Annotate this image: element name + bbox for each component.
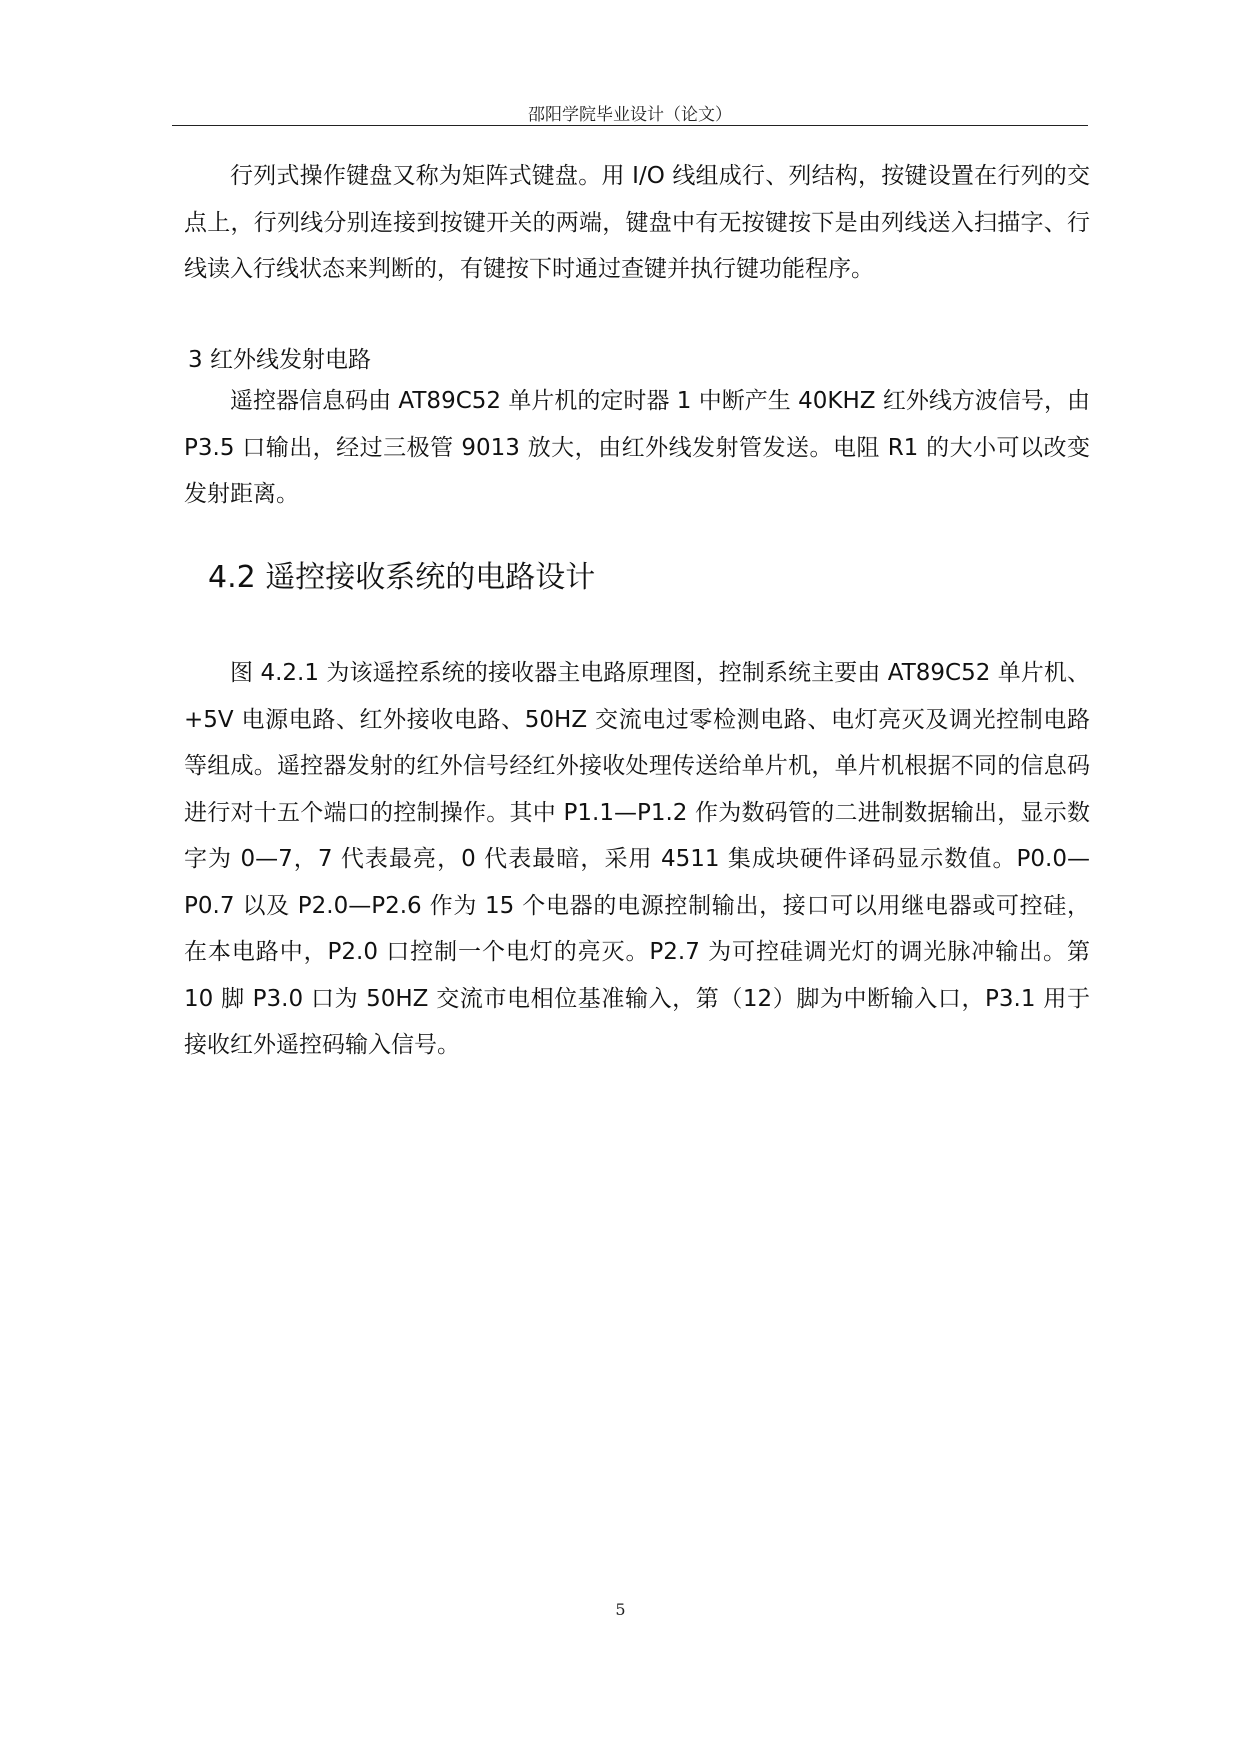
running-header: 邵阳学院毕业设计（论文） — [528, 105, 732, 125]
header-rule — [172, 125, 1088, 126]
keyboard-paragraph: 行列式操作键盘又称为矩阵式键盘。用 I/O 线组成行、列结构，按键设置在行列的交点上，行列线分别连接到按键开关的两端，键盘中有无按键按下是由列线送入扫描字、行线读入行线状态来判断的，有键按下时通过查键并执行键功能程序。 — [184, 163, 1090, 282]
page-number: 5 — [615, 1600, 626, 1619]
ir-transmitter-paragraph: 遥控器信息码由 AT89C52 单片机的定时器 1 中断产生 40KHZ 红外线方波信号，由 P3.5 口输出，经过三极管 9013 放大，由红外线发射管发送。电阻 R1 的大小可以改变发射距离。 — [184, 388, 1090, 507]
ir-transmitter-heading: 3 红外线发射电路 — [188, 347, 371, 373]
receiver-paragraph: 图 4.2.1 为该遥控系统的接收器主电路原理图，控制系统主要由 AT89C52 单片机、+5V 电源电路、红外接收电路、50HZ 交流电过零检测电路、电灯亮灭及调光控制电路等组成。遥控器发射的红外信号经红外接收处理传送给单片机，单片机根据不同的信息码进行对十五个端口的控制操作。其中 P1.1—P1.2 作为数码管的二进制数据输出，显示数字为 0—7，7 代表最亮，0 代表最暗，采用 4511 集成块硬件译码显示数值。P0.0—P0.7 以及 P2.0—P2.6 作为 15 个电器的电源控制输出，接口可以用继电器或可控硅，在本电路中，P2.0 口控制一个电灯的亮灭。P2.7 为可控硅调光灯的调光脉冲输出。第 10 脚 P3.0 口为 50HZ 交流市电相位基准输入，第（12）脚为中断输入口，P3.1 用于接收红外遥控码输入信号。 — [184, 660, 1090, 1058]
section-title: 4.2 遥控接收系统的电路设计 — [208, 560, 596, 595]
